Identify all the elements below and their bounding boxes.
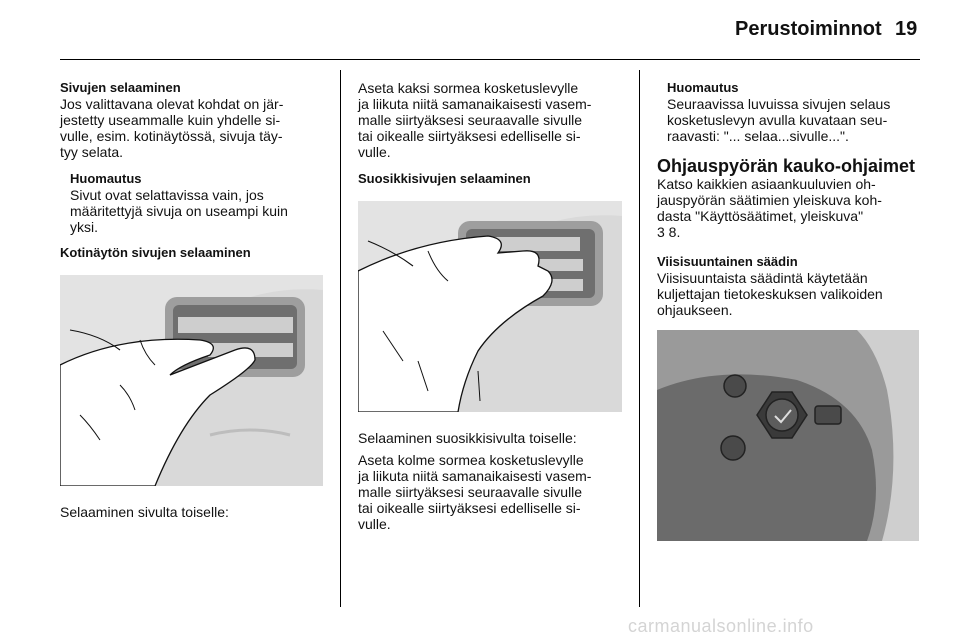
cross-reference: 3 8. [657, 224, 681, 240]
note-line: yksi. [70, 219, 98, 235]
note-box [657, 80, 927, 144]
body-line: ja liikuta niitä samanaikaisesti vasem- [358, 96, 592, 112]
body-line: Aseta kaksi sormea kosketuslevylle [358, 80, 579, 96]
note-line: raavasti: "... selaa...sivulle...". [667, 128, 849, 144]
body-line: malle siirtyäksesi seuraavalle sivulle [358, 484, 583, 500]
column-1 [60, 80, 332, 520]
body-line: malle siirtyäksesi seuraavalle sivulle [358, 112, 583, 128]
note-title: Huomautus [667, 80, 739, 95]
figure-caption: Selaaminen suosikkisivulta toiselle: [358, 430, 577, 446]
note-line: määritettyjä sivuja on useampi kuin [70, 203, 288, 219]
column-divider-2 [639, 70, 640, 607]
body-line: kuljettajan tietokeskuksen valikoiden [657, 286, 883, 302]
body-line: dasta "Käyttösäätimet, yleiskuva" [657, 208, 864, 224]
note-line: Sivut ovat selattavissa vain, jos [70, 187, 264, 203]
body-line: Aseta kolme sormea kosketuslevylle [358, 452, 584, 468]
subsection-heading: Viisisuuntainen säädin [657, 254, 798, 269]
note-line: Seuraavissa luvuissa sivujen selaus [667, 96, 891, 112]
body-line: vulle. [358, 144, 391, 160]
note-title: Huomautus [70, 171, 142, 186]
page-number: 19 [895, 18, 918, 40]
watermark: carmanualsonline.info [628, 616, 814, 636]
body-line: vulle. [358, 516, 391, 532]
section-heading: Sivujen selaaminen [60, 80, 181, 95]
page-title: Perustoiminnot [735, 18, 882, 40]
body-line: Katso kaikkien asiaankuuluvien oh- [657, 176, 876, 192]
note-line: kosketuslevyn avulla kuvataan seu- [667, 112, 888, 128]
header-divider [60, 59, 920, 60]
body-line: vulle, esim. kotinäytössä, sivuja täy- [60, 128, 283, 144]
column-divider-1 [340, 70, 341, 607]
subsection-heading: Kotinäytön sivujen selaaminen [60, 245, 251, 260]
column-2 [358, 80, 630, 532]
body-line: tai oikealle siirtyäksesi edelliselle si- [358, 500, 581, 516]
column-3 [657, 80, 927, 541]
two-finger-swipe-illustration [60, 275, 323, 486]
body-line: tyy selata. [60, 144, 124, 160]
subsection-heading: Suosikkisivujen selaaminen [358, 171, 531, 186]
steering-wheel-controls-illustration [657, 330, 919, 541]
body-line: ohjaukseen. [657, 302, 733, 318]
body-line: tai oikealle siirtyäksesi edelliselle si- [358, 128, 581, 144]
body-line: Viisisuuntaista säädintä käytetään [657, 270, 868, 286]
figure-caption: Selaaminen sivulta toiselle: [60, 504, 229, 520]
body-line: jauspyörän säätimien yleiskuva koh- [657, 192, 882, 208]
section-heading: Ohjauspyörän kauko-ohjaimet [657, 156, 916, 176]
body-line: jestetty useammalle kuin yhdelle si- [60, 112, 281, 128]
body-line: Jos valittavana olevat kohdat on jär- [60, 96, 284, 112]
three-finger-swipe-illustration [358, 201, 622, 412]
body-line: ja liikuta niitä samanaikaisesti vasem- [358, 468, 592, 484]
note-box [60, 171, 332, 235]
